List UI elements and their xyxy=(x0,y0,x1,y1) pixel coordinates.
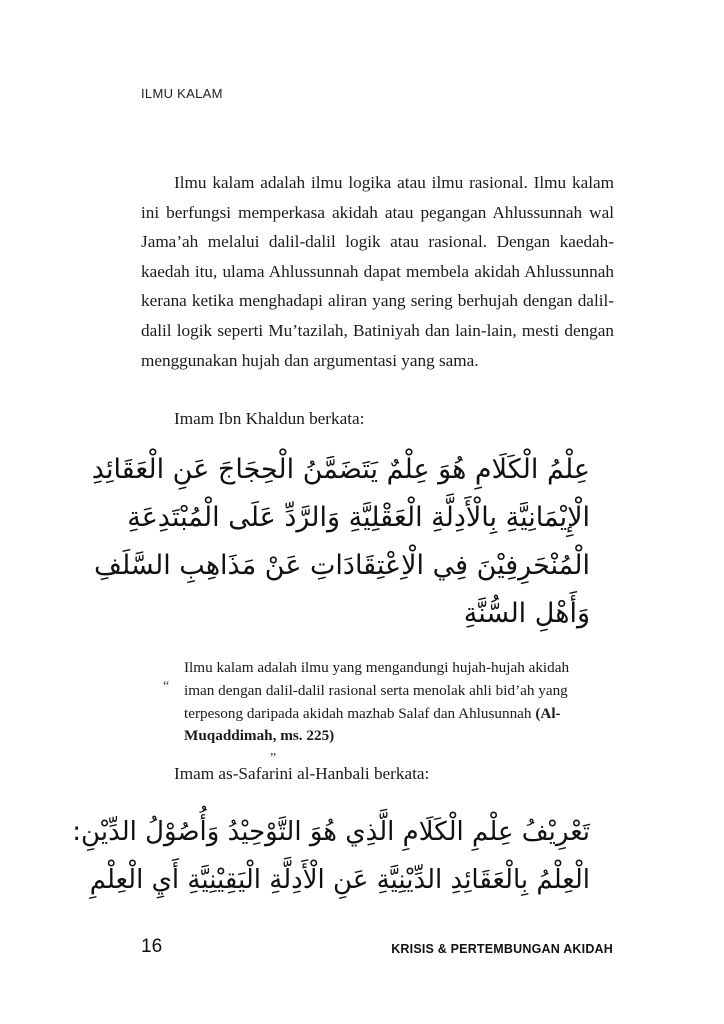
arabic-quote-safarini xyxy=(72,808,590,904)
close-quote-mark: ” xyxy=(270,751,277,766)
quote-intro-safarini: Imam as-Safarini al-Hanbali berkata: xyxy=(174,764,430,783)
quote-intro-ibn-khaldun: Imam Ibn Khaldun berkata: xyxy=(174,409,365,428)
arabic-line: عِلْمُ الْكَلَامِ هُوَ عِلْمٌ يَتَضَمَّنُ الْحِجَاجَ عَنِ الْعَقَائِدِ xyxy=(91,453,590,485)
arabic-line: الْإِيْمَانِيَّةِ بِالْأَدِلَّةِ الْعَقْلِيَّةِ وَالرَّدِّ عَلَى الْمُبْتَدِعَةِ xyxy=(127,501,590,533)
arabic-line: تَعْرِيْفُ عِلْمِ الْكَلَامِ الَّذِي هُوَ التَّوْحِيْدُ وَأُصُوْلُ الدِّيْنِ: xyxy=(72,817,590,847)
body-paragraph: Ilmu kalam adalah ilmu logika atau ilmu rasional. Ilmu kalam ini berfungsi memperkasa akidah atau pegangan Ahlussunnah wal Jama’ah melalui dalil-dalil logik atau rasional. Dengan kaedah-kaedah itu, ulama Ahlussunnah dapat membela akidah Ahlussunnah kerana ketika menghadapi aliran yang sering berhujah dengan dalil-dalil logik seperti Mu’tazilah, Batiniyah dan lain-lain, mesti dengan menggunakan hujah dan argumentasi yang sama. xyxy=(141,173,614,370)
arabic-quote-ibn-khaldun xyxy=(91,445,590,637)
book-title: KRISIS & PERTEMBUNGAN AKIDAH xyxy=(391,942,613,956)
page-number: 16 xyxy=(141,936,163,957)
translation-text: Ilmu kalam adalah ilmu yang mengandungi hujah-hujah akidah iman dengan dalil-dalil rasional serta menolak ahli bid’ah yang terpesong daripada akidah mazhab Salaf dan Ahlusunnah xyxy=(184,659,570,722)
source-reference: (Al-Muqaddimah, ms. 225) xyxy=(184,704,561,745)
arabic-line: الْعِلْمُ بِالْعَقَائِدِ الدِّيْنِيَّةِ عَنِ الْأَدِلَّةِ الْيَقِيْنِيَّةِ أَيِ الْعِلْمِ xyxy=(89,865,590,895)
arabic-line: وَأَهْلِ السُّنَّةِ xyxy=(463,597,590,629)
arabic-line: الْمُنْحَرِفِيْنَ فِي الْاِعْتِقَادَاتِ عَنْ مَذَاهِبِ السَّلَفِ xyxy=(94,549,590,581)
quote-translation xyxy=(184,657,584,748)
open-quote-mark: “ xyxy=(163,679,170,694)
running-header: ILMU KALAM xyxy=(141,86,223,101)
